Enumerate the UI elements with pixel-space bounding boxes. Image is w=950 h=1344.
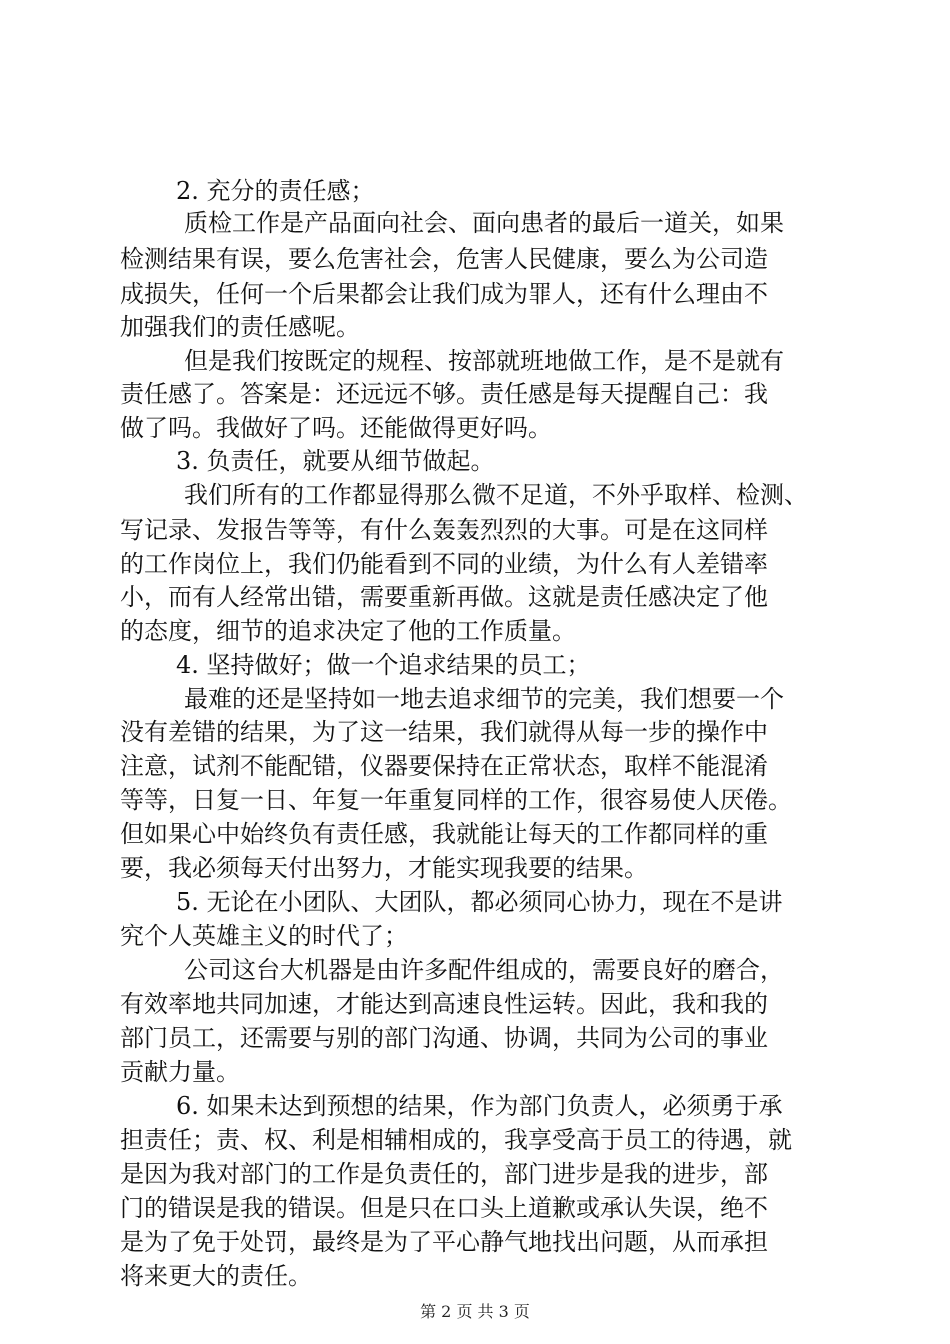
paragraph-line: 是为了免于处罚，最终是为了平心静气地找出问题，从而承担 (120, 1228, 768, 1256)
section-heading-4: 4. 坚持做好；做一个追求结果的员工； (176, 651, 591, 679)
paragraph-line: 写记录、发报告等等，有什么轰轰烈烈的大事。可是在这同样 (120, 516, 768, 544)
paragraph-line: 公司这台大机器是由许多配件组成的，需要良好的磨合， (184, 956, 784, 984)
section-heading-3: 3. 负责任，就要从细节做起。 (176, 447, 495, 475)
paragraph-line: 做了吗。我做好了吗。还能做得更好吗。 (120, 414, 552, 442)
paragraph-line: 质检工作是产品面向社会、面向患者的最后一道关，如果 (184, 209, 784, 237)
paragraph-line: 是因为我对部门的工作是负责任的，部门进步是我的进步，部 (120, 1160, 768, 1188)
paragraph-line: 注意，试剂不能配错，仪器要保持在正常状态，取样不能混淆 (120, 752, 768, 780)
paragraph-line: 小，而有人经常出错，需要重新再做。这就是责任感决定了他 (120, 583, 768, 611)
paragraph-line: 责任感了。答案是：还远远不够。责任感是每天提醒自己：我 (120, 380, 768, 408)
paragraph-line: 的态度，细节的追求决定了他的工作质量。 (120, 617, 576, 645)
paragraph-line: 但是我们按既定的规程、按部就班地做工作，是不是就有 (184, 347, 784, 375)
paragraph-line: 的工作岗位上，我们仍能看到不同的业绩，为什么有人差错率 (120, 550, 768, 578)
paragraph-line: 最难的还是坚持如一地去追求细节的完美，我们想要一个 (184, 685, 784, 713)
paragraph-line: 担责任；责、权、利是相辅相成的，我享受高于员工的待遇，就 (120, 1126, 792, 1154)
paragraph-line: 有效率地共同加速，才能达到高速良性运转。因此，我和我的 (120, 990, 768, 1018)
paragraph-line: 成损失，任何一个后果都会让我们成为罪人，还有什么理由不 (120, 280, 768, 308)
paragraph-line: 没有差错的结果，为了这一结果，我们就得从每一步的操作中 (120, 718, 768, 746)
paragraph-line: 要，我必须每天付出努力，才能实现我要的结果。 (120, 854, 648, 882)
paragraph-line: 加强我们的责任感呢。 (120, 313, 360, 341)
section-heading-5: 5. 无论在小团队、大团队，都必须同心协力，现在不是讲 (176, 888, 783, 916)
paragraph-line: 将来更大的责任。 (120, 1262, 312, 1290)
paragraph-line: 部门员工，还需要与别的部门沟通、协调，共同为公司的事业 (120, 1024, 768, 1052)
section-heading-6: 6. 如果未达到预想的结果，作为部门负责人，必须勇于承 (176, 1092, 783, 1120)
page-footer: 第 2 页 共 3 页 (420, 1302, 530, 1321)
paragraph-line: 检测结果有误，要么危害社会，危害人民健康，要么为公司造 (120, 245, 768, 273)
paragraph-line: 门的错误是我的错误。但是只在口头上道歉或承认失误，绝不 (120, 1194, 768, 1222)
paragraph-line: 究个人英雄主义的时代了； (120, 922, 408, 950)
paragraph-line: 等等，日复一日、年复一年重复同样的工作，很容易使人厌倦。 (120, 786, 792, 814)
paragraph-line: 贡献力量。 (120, 1058, 240, 1086)
paragraph-line: 我们所有的工作都显得那么微不足道，不外乎取样、检测、 (184, 481, 808, 509)
section-heading-2: 2. 充分的责任感； (176, 177, 375, 205)
paragraph-line: 但如果心中始终负有责任感，我就能让每天的工作都同样的重 (120, 820, 768, 848)
